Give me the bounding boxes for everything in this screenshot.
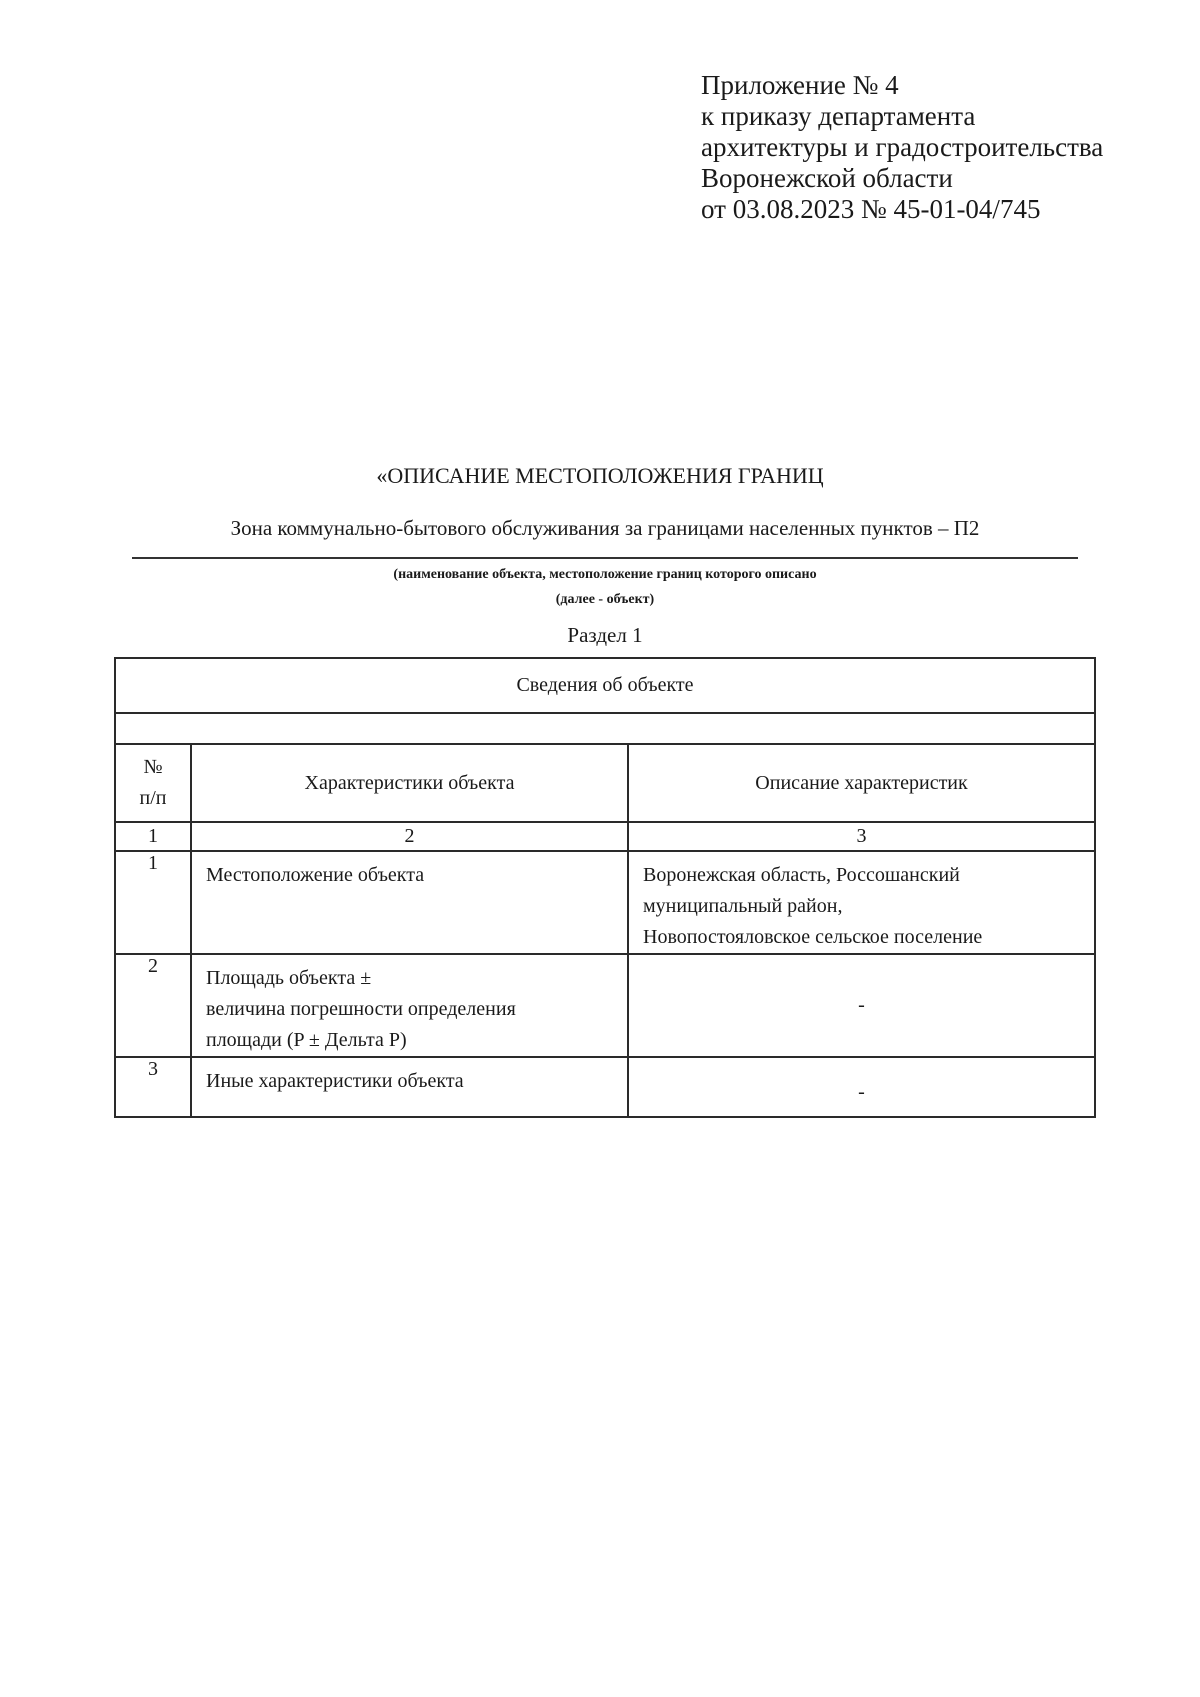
header-characteristics: Характеристики объекта — [191, 744, 628, 822]
characteristic-line: величина погрешности определения — [206, 998, 516, 1020]
table-row — [115, 1057, 1095, 1117]
column-number: 2 — [191, 822, 628, 851]
header-description: Описание характеристик — [628, 744, 1095, 822]
appendix-line: архитектуры и градостроительства — [701, 132, 1104, 162]
object-name-underline — [132, 557, 1078, 559]
row-characteristic — [191, 954, 628, 1057]
table-header-row — [115, 744, 1095, 822]
row-characteristic — [191, 851, 628, 954]
header-num-line: п/п — [139, 787, 167, 809]
table-caption: Сведения об объекте — [115, 658, 1095, 713]
appendix-line: Воронежской области — [701, 163, 953, 193]
table-row — [115, 851, 1095, 954]
description-line: Новопостояловское сельское поселение — [643, 926, 983, 948]
row-description: - — [628, 1057, 1095, 1117]
table-caption-row — [115, 658, 1095, 713]
characteristic-line: Иные характеристики объекта — [206, 1070, 464, 1092]
document-title: «ОПИСАНИЕ МЕСТОПОЛОЖЕНИЯ ГРАНИЦ — [376, 463, 824, 488]
description-line: Воронежская область, Россошанский — [643, 864, 960, 886]
caption-line: (далее - объект) — [555, 592, 655, 607]
appendix-reference — [701, 70, 1103, 225]
header-num — [115, 744, 191, 822]
row-number: 2 — [115, 954, 191, 1057]
column-number: 3 — [628, 822, 1095, 851]
empty-cell — [115, 713, 1095, 744]
section-title: Раздел 1 — [567, 623, 643, 647]
characteristic-line: Местоположение объекта — [206, 864, 425, 886]
characteristic-line: Площадь объекта ± — [206, 967, 372, 989]
column-number: 1 — [115, 822, 191, 851]
table-row — [115, 954, 1095, 1057]
row-description: - — [628, 954, 1095, 1057]
row-characteristic — [191, 1057, 628, 1117]
characteristic-line: площади (P ± Дельта P) — [206, 1029, 407, 1051]
object-name-caption — [130, 562, 1080, 612]
empty-row — [115, 713, 1095, 744]
object-info-table — [114, 657, 1096, 1118]
appendix-line: Приложение № 4 — [701, 70, 899, 100]
object-name: Зона коммунально-бытового обслуживания за границами населенных пунктов – П2 — [230, 516, 980, 540]
column-number-row — [115, 822, 1095, 851]
caption-line: (наименование объекта, местоположение границ которого описано — [393, 567, 817, 582]
appendix-line: от 03.08.2023 № 45-01-04/745 — [701, 194, 1041, 224]
row-number: 3 — [115, 1057, 191, 1117]
row-number: 1 — [115, 851, 191, 954]
appendix-line: к приказу департамента — [701, 101, 976, 131]
row-description — [628, 851, 1095, 954]
header-num-line: № — [143, 756, 163, 778]
description-line: муниципальный район, — [643, 895, 843, 917]
